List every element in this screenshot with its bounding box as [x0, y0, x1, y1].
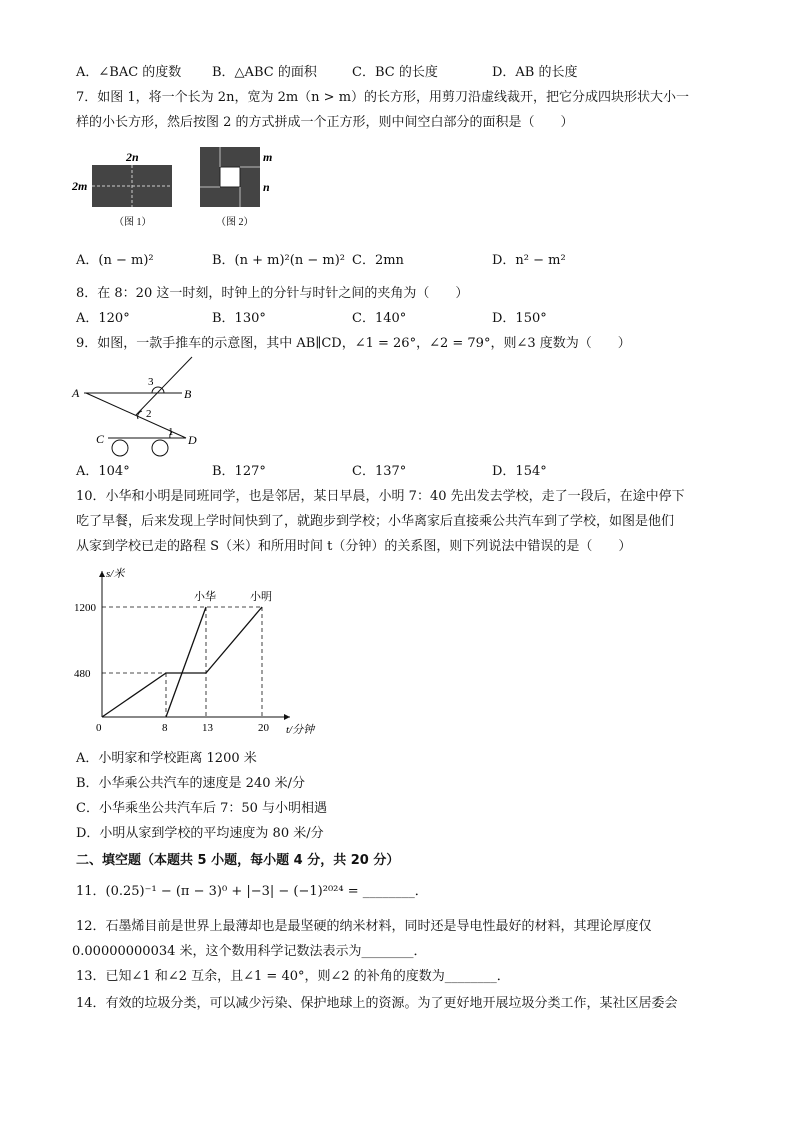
x-tick-label: 13 [202, 722, 213, 734]
q7-stem-line1: 7．如图 1，将一个长为 2n，宽为 2m（n > m）的长方形，用剪刀沿虚线裁开，把它分成四块形状大小一 [76, 90, 690, 105]
point-c-label: C [96, 432, 105, 446]
series-label-2: 小明 [250, 591, 272, 603]
angle-2-label: 2 [146, 408, 152, 420]
angle-3-label: 3 [148, 376, 154, 388]
q6-option-d: D．AB 的长度 [492, 65, 578, 80]
y-axis-label: s/米 [106, 568, 125, 580]
point-a-label: A [72, 386, 80, 400]
q10-option-a: A．小明家和学校距离 1200 米 [76, 751, 257, 766]
x-tick-label: 20 [258, 722, 269, 734]
q10-option-b: B．小华乘公共汽车的速度是 240 米/分 [76, 776, 306, 791]
fig2-label-n: n [263, 180, 270, 194]
q9-option-d: D．154° [492, 464, 547, 479]
q10-distance-time-chart [70, 565, 315, 743]
q10-option-d: D．小明从家到学校的平均速度为 80 米/分 [76, 826, 324, 841]
q7-option-c: C．2mn [352, 253, 404, 268]
q9-option-c: C．137° [352, 464, 407, 479]
q14-stem: 14．有效的垃圾分类，可以减少污染、保护地球上的资源。为了更好地开展垃圾分类工作，某社区居委会 [76, 996, 678, 1011]
y-tick-label: 480 [74, 668, 91, 680]
q9-stem: 9．如图，一款手推车的示意图，其中 AB∥CD，∠1 = 26°，∠2 = 79°，则∠3 度数为（ ） [76, 336, 631, 351]
q6-option-b: B．△ABC 的面积 [212, 65, 317, 80]
y-tick-label: 1200 [74, 602, 96, 614]
q10-stem-line2: 吃了早餐，后来发现上学时间快到了，就跑步到学校；小华离家后直接乘公共汽车到了学校，如图是他们 [76, 514, 675, 529]
wheel-left [112, 440, 128, 456]
fig2-label-m: m [263, 150, 273, 164]
angle-1-label: 1 [168, 426, 174, 438]
q10-stem-line3: 从家到学校已走的路程 S（米）和所用时间 t（分钟）的关系图，则下列说法中错误的是（ ） [76, 539, 632, 554]
x-tick-label: 8 [162, 722, 168, 734]
x-axis-arrow [284, 714, 290, 720]
chart-plot-area [74, 567, 316, 736]
q12-stem-line2: 0.00000000034 米，这个数用科学记数法表示为________． [72, 944, 427, 959]
q9-option-b: B．127° [212, 464, 266, 479]
q6-option-c: C．BC 的长度 [352, 65, 438, 80]
x-axis-label: t/分钟 [286, 724, 315, 736]
fig2-center-hole [220, 167, 240, 187]
q7-figures [70, 145, 290, 233]
q7-option-b: B．(n + m)²(n − m)² [212, 253, 345, 268]
q11-stem: 11．(0.25)⁻¹ − (π − 3)⁰ + |−3| − (−1)²⁰²⁴ = ________． [76, 884, 428, 899]
series-line-2 [102, 607, 262, 717]
q8-option-a: A．120° [76, 311, 130, 326]
q8-option-c: C．140° [352, 311, 407, 326]
wheel-right [152, 440, 168, 456]
fig1-caption: （图 1） [114, 217, 152, 228]
q9-option-a: A．104° [76, 464, 130, 479]
q8-option-d: D．150° [492, 311, 547, 326]
q6-option-a: A．∠BAC 的度数 [76, 65, 182, 80]
series-line-1 [166, 607, 206, 717]
q7-stem-line2: 样的小长方形，然后按图 2 的方式拼成一个正方形，则中间空白部分的面积是（ ） [76, 115, 574, 130]
q12-stem-line1: 12．石墨烯目前是世界上最薄却也是最坚硬的纳米材料，同时还是导电性最好的材料，其理论厚度仅 [76, 919, 652, 934]
section2-title: 二、填空题（本题共 5 小题，每小题 4 分，共 20 分） [76, 853, 400, 868]
q7-option-a: A．(n − m)² [76, 253, 154, 268]
q8-stem: 8．在 8：20 这一时刻，时钟上的分针与时针之间的夹角为（ ） [76, 286, 469, 301]
x-tick-label: 0 [96, 722, 102, 734]
point-b-label: B [184, 387, 192, 401]
series-label-1: 小华 [194, 591, 216, 603]
q13-stem: 13．已知∠1 和∠2 互余，且∠1 = 40°，则∠2 的补角的度数为________． [76, 969, 510, 984]
q7-option-d: D．n² − m² [492, 253, 566, 268]
q10-option-c: C．小华乘坐公共汽车后 7：50 与小明相遇 [76, 801, 328, 816]
q8-option-b: B．130° [212, 311, 266, 326]
handle-line [136, 357, 192, 415]
y-axis-arrow [99, 571, 105, 577]
q9-cart-figure [66, 355, 226, 460]
q10-stem-line1: 10．小华和小明是同班同学，也是邻居，某日早晨，小明 7：40 先出发去学校，走了一段后，在途中停下 [76, 489, 685, 504]
fig1-label-top: 2n [126, 150, 139, 164]
fig2-caption: （图 2） [216, 217, 254, 228]
fig1-label-left: 2m [72, 179, 88, 193]
point-d-label: D [188, 433, 197, 447]
